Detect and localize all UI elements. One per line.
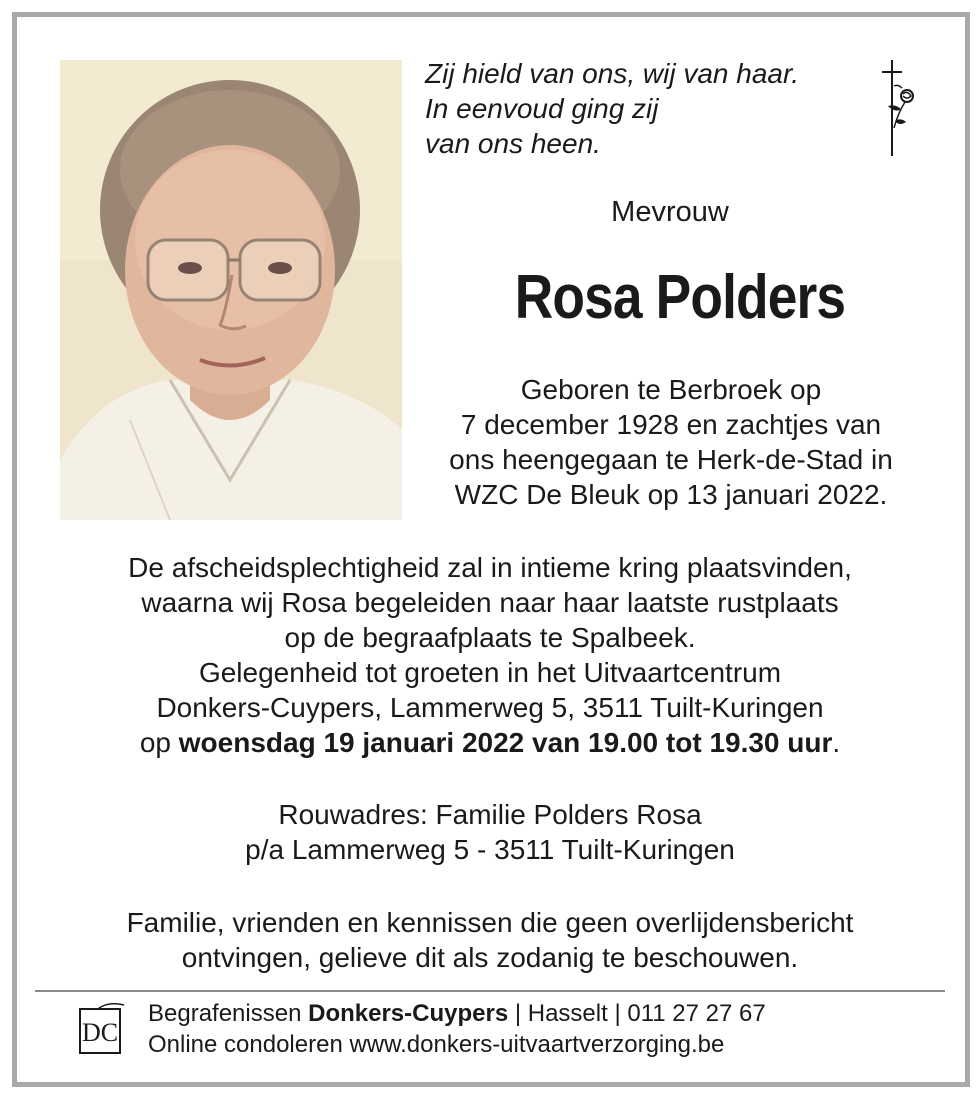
- deceased-name: Rosa Polders: [514, 263, 846, 332]
- footer-line-1: [148, 998, 766, 1029]
- text-line: WZC De Bleuk op 13 januari 2022.: [454, 479, 888, 510]
- poem-line: van ons heen.: [425, 128, 601, 159]
- online-label: Online condoleren: [148, 1031, 350, 1058]
- text-line: op de begraafplaats te Spalbeek.: [284, 622, 696, 653]
- mourning-address: [0, 797, 980, 867]
- website-link[interactable]: www.donkers-uitvaartverzorging.be: [349, 1031, 725, 1058]
- footer-prefix: Begrafenissen: [148, 1000, 309, 1027]
- phone-number: 011 27 27 67: [627, 1000, 766, 1027]
- footer: [148, 998, 766, 1060]
- text-line: p/a Lammerweg 5 - 3511 Tuilt-Kuringen: [245, 834, 735, 865]
- funeral-details: [0, 550, 980, 760]
- visitation-line: [0, 725, 980, 760]
- text-line: Familie, vrienden en kennissen die geen overlijdensbericht: [126, 907, 854, 938]
- text-line: waarna wij Rosa begeleiden naar haar laatste rustplaats: [141, 587, 839, 618]
- visitation-prefix: op: [139, 727, 179, 758]
- birth-death-text: [415, 372, 927, 512]
- poem: [425, 56, 799, 161]
- separator: |: [508, 1000, 528, 1027]
- salutation: Mevrouw: [611, 196, 729, 228]
- text-line: 7 december 1928 en zachtjes van: [460, 409, 882, 440]
- visitation-datetime: woensdag 19 januari 2022 van 19.00 tot 19.30 uur: [178, 727, 833, 758]
- text-line: Gelegenheid tot groeten in het Uitvaartcentrum: [198, 657, 782, 688]
- poem-line: In eenvoud ging zij: [425, 93, 659, 124]
- company-name: Donkers-Cuypers: [308, 1000, 509, 1027]
- city: Hasselt: [527, 1000, 608, 1027]
- text-line: ontvingen, gelieve dit als zodanig te beschouwen.: [181, 942, 799, 973]
- text-line: Rouwadres: Familie Polders Rosa: [278, 799, 702, 830]
- dc-monogram-logo: [78, 1003, 126, 1055]
- logo-monogram: DC: [81, 1018, 119, 1047]
- text-line: ons heengegaan te Herk-de-Stad in: [449, 444, 893, 475]
- text-line: Geboren te Berbroek op: [520, 374, 822, 405]
- text-line: Donkers-Cuypers, Lammerweg 5, 3511 Tuilt-Kuringen: [156, 692, 824, 723]
- separator: |: [607, 1000, 628, 1027]
- footer-line-2: [148, 1029, 766, 1060]
- footer-divider: [35, 990, 945, 992]
- portrait-photo: [60, 60, 402, 520]
- text-line: De afscheidsplechtigheid zal in intieme kring plaatsvinden,: [128, 552, 852, 583]
- portrait-illustration: [60, 60, 402, 520]
- cross-with-rose-icon: [872, 58, 922, 158]
- poem-line: Zij hield van ons, wij van haar.: [425, 58, 800, 89]
- notice-text: [0, 905, 980, 975]
- visitation-suffix: .: [832, 727, 841, 758]
